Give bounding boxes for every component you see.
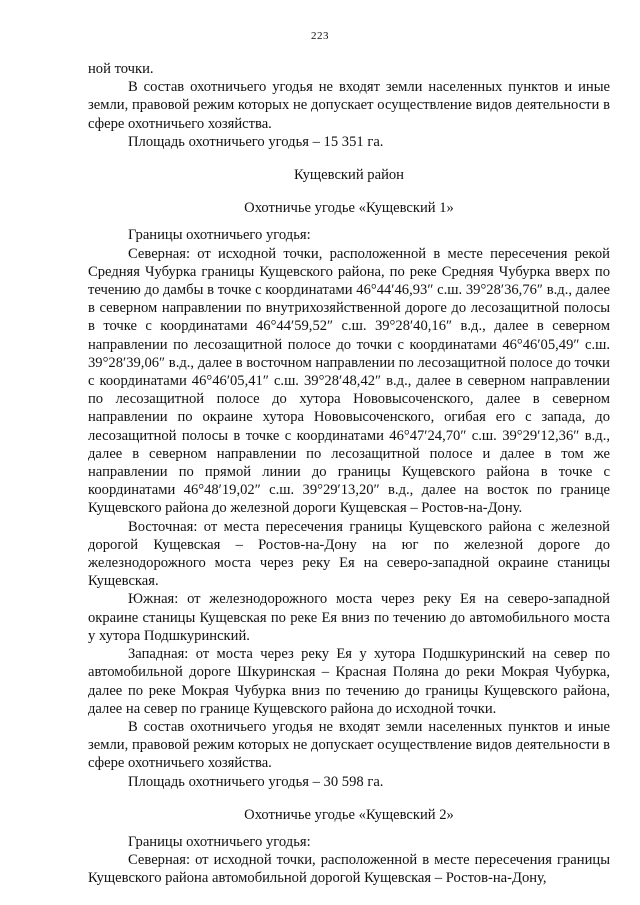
paragraph-north-boundary-2: Северная: от исходной точки, расположенной в месте пересечения границы Кущевского района автомобильной дорогой Кущевская – Ростов-на-Дону, <box>88 852 610 887</box>
page-number: 223 <box>311 30 329 42</box>
paragraph-east-boundary: Восточная: от места пересечения границы Кущевского района с железной дорогой Кущевская – Ростов-на-Дону на юг по железной дороге до железнодорожного моста через реку Ея на северо-западной окраине станицы Кущевская. <box>88 518 610 590</box>
hunting-ground-heading-2: Охотничье угодье «Кущевский 2» <box>244 806 454 823</box>
paragraph-exclusions: В состав охотничьего угодья не входят земли населенных пунктов и иные земли, правовой режим которых не допускает осуществление видов деятельности в сфере охотничьего хозяйства. <box>88 79 610 132</box>
paragraph-boundaries-label-2: Границы охотничьего угодья: <box>128 833 311 850</box>
paragraph-south-boundary: Южная: от железнодорожного моста через реку Ея на северо-западной окраине станицы Кущевская по реке Ея вниз по течению до автомобильного моста у хутора Подшкуринский. <box>88 591 610 644</box>
district-heading: Кущевский район <box>294 167 404 184</box>
paragraph-area-2: Площадь охотничьего угодья – 30 598 га. <box>128 773 384 790</box>
paragraph-continuation: ной точки. <box>88 61 154 77</box>
paragraph-north-boundary: Северная: от исходной точки, расположенной в месте пересечения рекой Средняя Чубурка границы Кущевского района, по реке Средняя Чубурка вверх по течению до дамбы в точке с координатами 46°44′46,93″ с.ш. 39°28′36,76″ в.д., далее в северном направлении по внутрихозяйственной дороге до лесозащитной полосы в точке с координатами 46°44′59,52″ с.ш. 39°28′40,16″ в.д., далее в северном направлении по лесозащитной полосе до точки с координатами 46°46′05,49″ с.ш. 39°28′39,06″ в.д., далее в восточном направлении по лесозащитной полосе до точки с координатами 46°46′05,41″ с.ш. 39°28′48,42″ в.д., далее в северном направлении по лесозащитной полосе до хутора Нововысоченского, далее в северном направлении по окраине хутора Нововысоченского, огибая его с запада, до лесозащитной полосы в точке с координатами 46°47′24,70″ с.ш. 39°29′12,36″ в.д., далее в северном направлении по лесозащитной полосе и далее в том же направлении по прямой линии до границы Кущевского района в точке с координатами 46°48′19,02″ с.ш. 39°29′13,20″ в.д., далее на восток по границе Кущевского района до железной дороги Кущевская – Ростов-на-Дону. <box>88 245 610 517</box>
paragraph-exclusions-2: В состав охотничьего угодья не входят земли населенных пунктов и иные земли, правовой режим которых не допускает осуществление видов деятельности в сфере охотничьего хозяйства. <box>88 718 610 772</box>
paragraph-area: Площадь охотничьего угодья – 15 351 га. <box>128 133 384 150</box>
paragraph-boundaries-label: Границы охотничьего угодья: <box>128 227 311 244</box>
document-body <box>88 60 610 888</box>
paragraph-west-boundary: Западная: от моста через реку Ея у хутора Подшкуринский на север по автомобильной дороге Шкуринская – Красная Поляна до реки Мокрая Чубурка, далее по реке Мокрая Чубурка вниз по течению до границы Кущевского района, далее на север по границе Кущевского района до исходной точки. <box>88 646 610 717</box>
hunting-ground-heading-1: Охотничье угодье «Кущевский 1» <box>244 200 454 217</box>
